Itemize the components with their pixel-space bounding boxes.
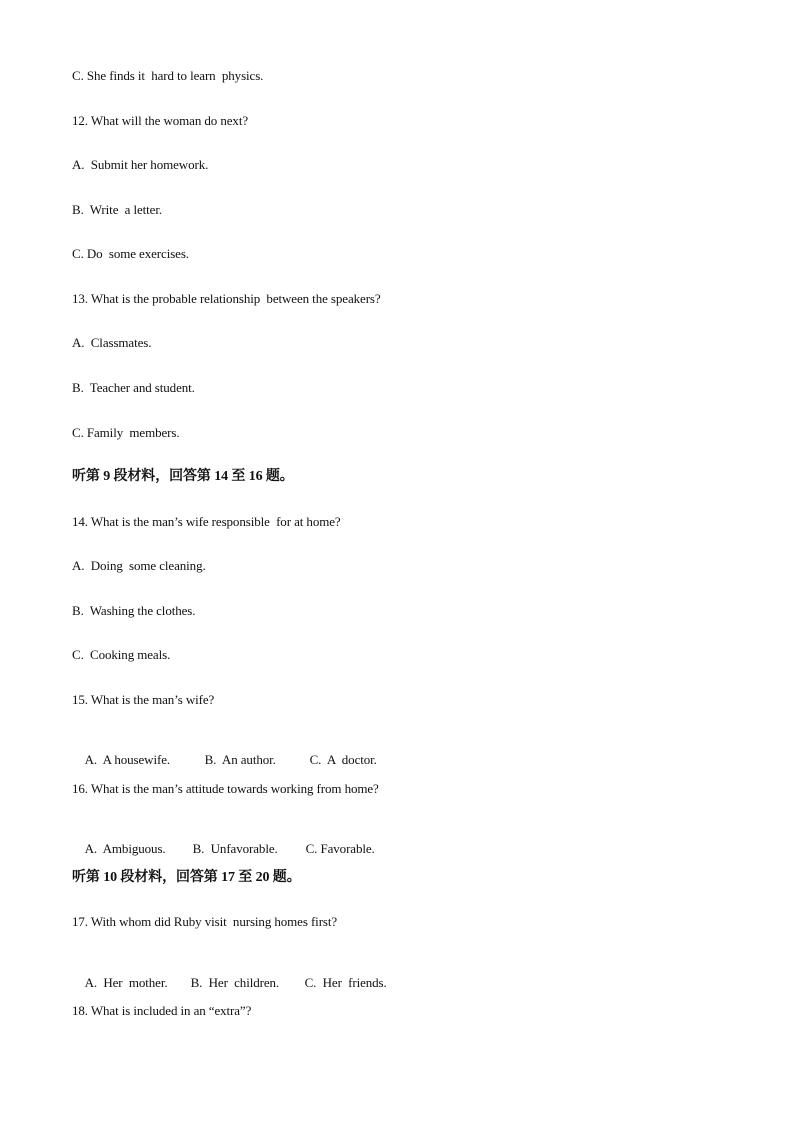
question-15-option-c: C. A doctor. bbox=[309, 752, 377, 767]
question-16-option-c: C. Favorable. bbox=[305, 841, 375, 856]
question-15-option-b: B. An author. bbox=[204, 752, 276, 767]
question-12-option-b: B. Write a letter. bbox=[72, 202, 163, 217]
question-17-option-a: A. Her mother. bbox=[84, 975, 168, 990]
question-12-option-a: A. Submit her homework. bbox=[72, 157, 209, 172]
question-16-option-a: A. Ambiguous. bbox=[84, 841, 166, 856]
question-12-stem: 12. What will the woman do next? bbox=[72, 113, 248, 128]
question-11-option-c: C. She finds it hard to learn physics. bbox=[72, 68, 264, 83]
question-17-option-c: C. Her friends. bbox=[304, 975, 387, 990]
question-17-options bbox=[72, 959, 387, 1007]
question-14-option-a: A. Doing some cleaning. bbox=[72, 558, 206, 573]
question-12-option-c: C. Do some exercises. bbox=[72, 246, 189, 261]
section-10-heading: 听第 10 段材料，回答第 17 至 20 题。 bbox=[72, 870, 301, 885]
question-16-option-b: B. Unfavorable. bbox=[192, 841, 278, 856]
question-15-option-a: A. A housewife. bbox=[84, 752, 171, 767]
question-13-option-b: B. Teacher and student. bbox=[72, 380, 195, 395]
question-13-stem: 13. What is the probable relationship between the speakers? bbox=[72, 291, 381, 306]
question-14-option-c: C. Cooking meals. bbox=[72, 647, 171, 662]
question-13-option-c: C. Family members. bbox=[72, 425, 180, 440]
question-13-option-a: A. Classmates. bbox=[72, 335, 152, 350]
section-9-heading: 听第 9 段材料，回答第 14 至 16 题。 bbox=[72, 469, 294, 484]
question-14-option-b: B. Washing the clothes. bbox=[72, 603, 196, 618]
question-14-stem: 14. What is the man’s wife responsible for at home? bbox=[72, 514, 341, 529]
question-15-stem: 15. What is the man’s wife? bbox=[72, 692, 215, 707]
question-17-stem: 17. With whom did Ruby visit nursing homes first? bbox=[72, 914, 338, 929]
question-16-stem: 16. What is the man’s attitude towards working from home? bbox=[72, 781, 379, 796]
question-18-stem: 18. What is included in an “extra”? bbox=[72, 1003, 252, 1018]
question-17-option-b: B. Her children. bbox=[190, 975, 280, 990]
question-15-options bbox=[72, 736, 377, 784]
question-16-options bbox=[72, 825, 375, 873]
